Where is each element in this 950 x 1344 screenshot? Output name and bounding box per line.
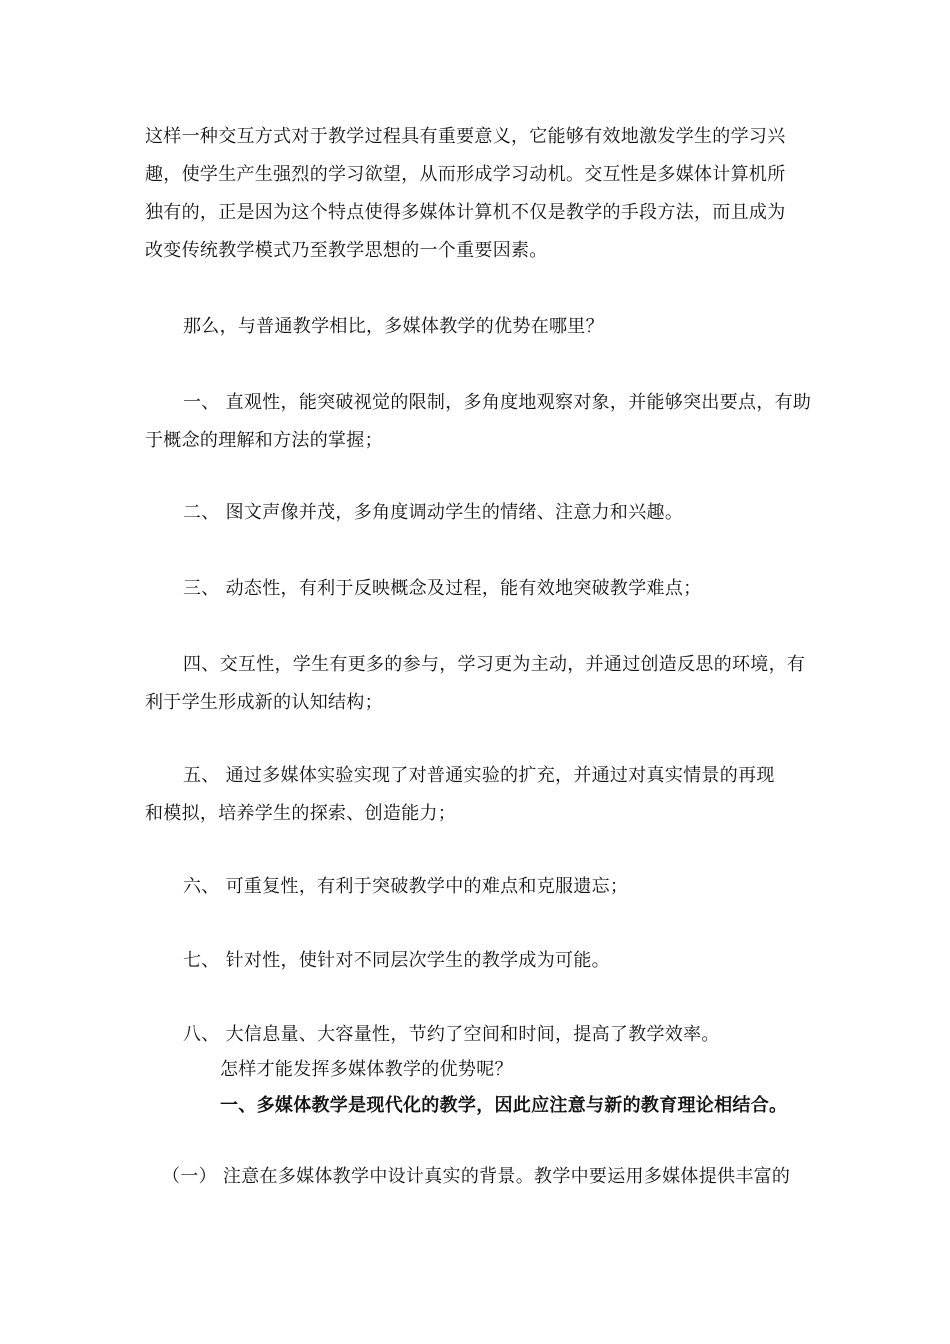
list-item-1-cont: 于概念的理解和方法的掌握； <box>145 430 383 451</box>
list-item-5-cont: 和模拟，培养学生的探索、创造能力； <box>145 803 457 824</box>
list-item-8: 八、 大信息量、大容量性，节约了空间和时间，提高了教学效率。 <box>183 1024 720 1045</box>
list-item-4-cont: 利于学生形成新的认知结构； <box>145 692 383 713</box>
paragraph-line: 这样一种交互方式对于教学过程具有重要意义，它能够有效地激发学生的学习兴 <box>145 126 786 147</box>
question-line: 那么，与普通教学相比，多媒体教学的优势在哪里？ <box>183 316 604 337</box>
list-item-2: 二、 图文声像并茂，多角度调动学生的情绪、注意力和兴趣。 <box>183 502 684 523</box>
section-heading: 一、多媒体教学是现代化的教学，因此应注意与新的教育理论相结合。 <box>220 1095 788 1116</box>
paragraph-line: 独有的，正是因为这个特点使得多媒体计算机不仅是教学的手段方法，而且成为 <box>145 202 786 223</box>
list-item-6: 六、 可重复性，有利于突破教学中的难点和克服遗忘； <box>183 876 629 897</box>
list-item-3: 三、 动态性，有利于反映概念及过程，能有效地突破教学难点； <box>183 578 702 599</box>
list-item-4: 四、交互性，学生有更多的参与，学习更为主动，并通过创造反思的环境，有 <box>183 654 806 675</box>
list-item-1: 一、 直观性，能突破视觉的限制，多角度地观察对象，并能够突出要点，有助 <box>183 392 812 413</box>
list-item-7: 七、 针对性，使针对不同层次学生的教学成为可能。 <box>183 950 610 971</box>
paragraph-line: 趣，使学生产生强烈的学习欲望，从而形成学习动机。交互性是多媒体计算机所 <box>145 164 786 185</box>
paragraph-line: 改变传统教学模式乃至教学思想的一个重要因素。 <box>145 240 548 261</box>
subsection-line: （一） 注意在多媒体教学中设计真实的背景。教学中要运用多媒体提供丰富的 <box>162 1166 791 1187</box>
list-item-5: 五、 通过多媒体实验实现了对普通实验的扩充，并通过对真实情景的再现 <box>183 765 775 786</box>
question-line-2: 怎样才能发挥多媒体教学的优势呢？ <box>220 1059 513 1080</box>
